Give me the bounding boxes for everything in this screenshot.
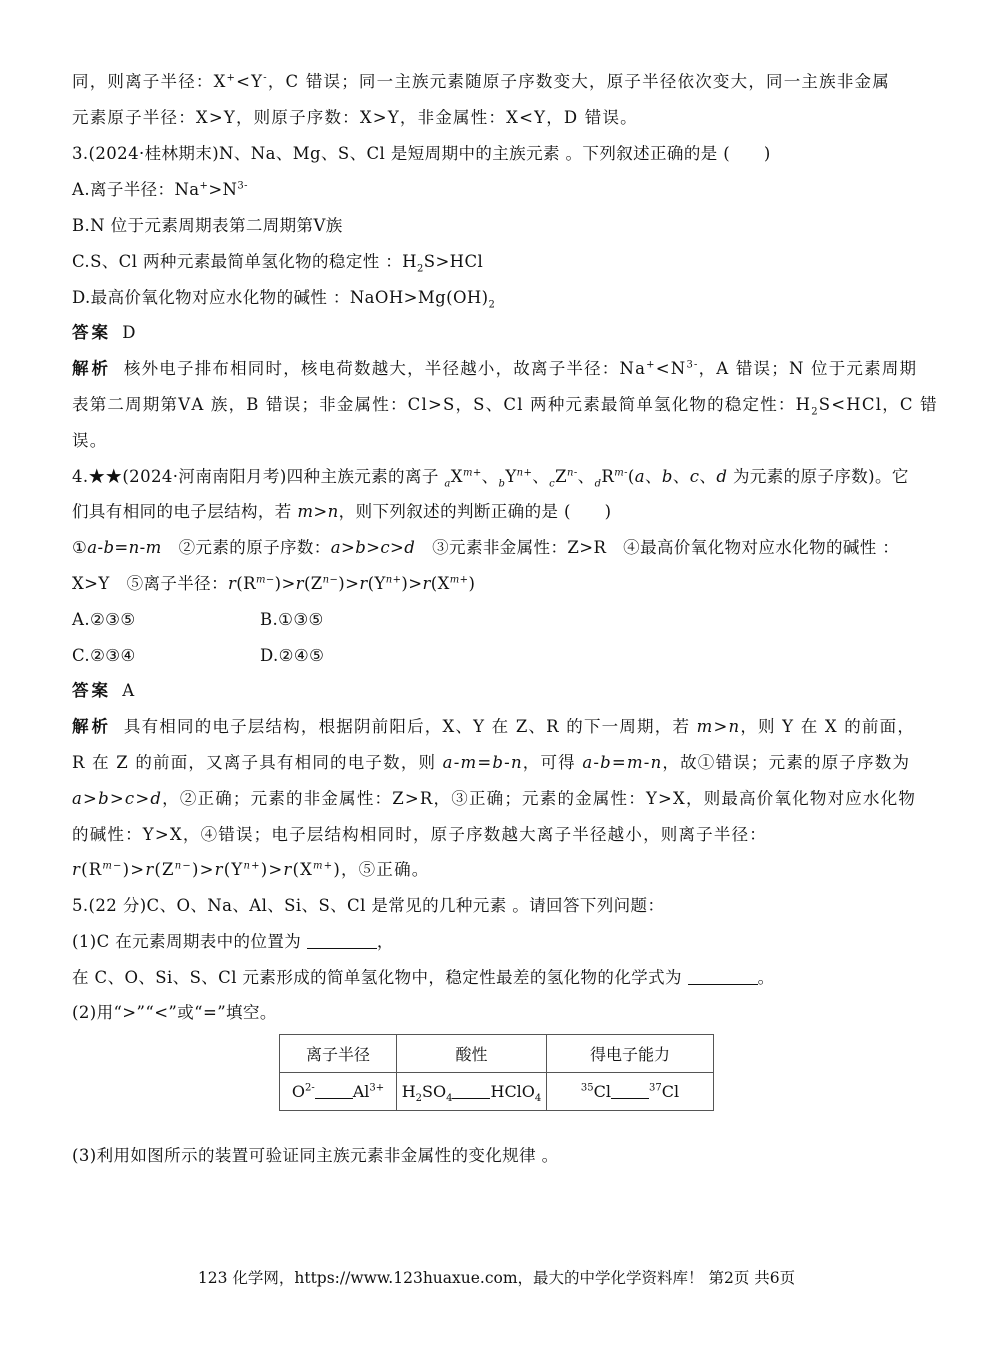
- intro-line-2: 元素原子半径：X>Y，则原子序数：X>Y，非金属性：X<Y，D 错误。: [72, 108, 638, 127]
- q4-stem-2: 们具有相同的电子层结构，若 m>n，则下列叙述的判断正确的是 ( ): [72, 502, 612, 521]
- fill-blank-position[interactable]: [307, 932, 377, 949]
- comparison-table: [279, 1034, 714, 1111]
- page-footer: 123 化学网，https://www.123huaxue.com，最大的中学化学资料库！ 第2页 共6页: [197, 1269, 796, 1287]
- q4-option-d: D.②④⑤: [260, 646, 325, 665]
- q4-analysis-4: 的碱性：Y>X，④错误；电子层结构相同时，原子序数越大离子半径越小，则离子半径：: [72, 825, 767, 844]
- table-row: [280, 1073, 714, 1111]
- q3-option-b: B.N 位于元素周期表第二周期第Ⅴ族: [72, 216, 343, 235]
- q3-option-d: D.最高价氧化物对应水化物的碱性 ：$NaOH>Mg(OH)_2$: [72, 288, 496, 311]
- acidity-cell[interactable]: $H_2SO_4$ HClO$_4$: [397, 1073, 547, 1111]
- q4-option-a: A.②③⑤: [72, 610, 136, 629]
- table-header-cell: 得电子能力: [547, 1035, 714, 1073]
- q5-part-1a: (1)C 在元素周期表中的位置为 ，: [72, 932, 394, 951]
- intro-line-1: 同，则离子半径：X+<Y-，C 错误；同一主族元素随原子序数变大，原子半径依次变大，同一主族非金属: [72, 72, 890, 91]
- q4-option-b: B.①③⑤: [260, 610, 324, 629]
- q3-analysis-3: 误。: [72, 431, 108, 450]
- q4-analysis-3: a>b>c>d，②正确；元素的非金属性：Z>R，③正确；元素的金属性：Y>X，则最高价氧化物对应水化物: [72, 789, 917, 808]
- q5-stem: 5.(22 分)C、O、Na、Al、Si、S、Cl 是常见的几种元素 。请回答下列问题：: [72, 896, 665, 915]
- answer-value: D: [122, 323, 136, 342]
- q4-analysis-5: $r(R^{m-})>r(Z^{n-})>r(Y^{n+})>r(X^{m+})$，⑤正确。: [72, 860, 430, 879]
- q3-option-a: A.离子半径：$Na^+>N^{3-}$: [72, 180, 248, 199]
- q3-analysis-1: 解析 核外电子排布相同时，核电荷数越大，半径越小，故离子半径：$Na^+<N^{3-}$，A 错误；N 位于元素周期: [72, 359, 918, 378]
- table-header-row: [280, 1035, 714, 1073]
- ion-radius-cell[interactable]: $O^{2-}$ $Al^{3+}$: [280, 1073, 397, 1111]
- q5-part-1b: 在 C、O、Si、S、Cl 元素形成的简单氢化物中，稳定性最差的氢化物的化学式为 。: [72, 968, 775, 987]
- q4-analysis-2: R 在 Z 的前面，又离子具有相同的电子数，则 a-m=b-n，可得 a-b=m-n，故①错误；元素的原子序数为: [72, 753, 911, 772]
- q4-option-c: C.②③④: [72, 646, 136, 665]
- q4-items-2: X>Y ⑤离子半径：$r(R^{m-})>r(Z^{n-})>r(Y^{n+})>r(X^{m+})$: [72, 574, 476, 593]
- q3-option-c: C.S、Cl 两种元素最简单氢化物的稳定性 ：$H_2S>HCl$: [72, 252, 484, 275]
- q5-part-3: (3)利用如图所示的装置可验证同主族元素非金属性的变化规律 。: [72, 1146, 559, 1165]
- table-header-cell: 离子半径: [280, 1035, 397, 1073]
- q3-answer: [72, 323, 922, 343]
- q3-stem: 3.(2024·桂林期末)N、Na、Mg、S、Cl 是短周期中的主族元素 。下列叙述正确的是 ( ): [72, 144, 771, 163]
- table-header-cell: 酸性: [397, 1035, 547, 1073]
- analysis-label: 解析: [72, 359, 111, 378]
- answer-value: A: [122, 681, 135, 700]
- q4-items-1: ①a-b=n-m ②元素的原子序数：a>b>c>d ③元素非金属性：Z>R ④最高价氧化物对应水化物的碱性 ：: [72, 538, 900, 557]
- q5-part-2: (2)用“>”“<”或“=”填空。: [72, 1003, 277, 1022]
- fill-blank-hydride[interactable]: [688, 968, 758, 985]
- q3-analysis-2: 表第二周期第ⅤA 族，B 错误；非金属性：Cl>S，S、Cl 两种元素最简单氢化物的稳定性：$H_2S<HCl$，C 错: [72, 395, 938, 418]
- q4-answer: [72, 681, 922, 701]
- q4-options-row-2: [72, 646, 922, 666]
- q4-options-row-1: [72, 610, 922, 630]
- q4-stem-1: 4.★★(2024·河南南阳月考)四种主族元素的离子 $_aX^{m+}$、$_bY^{n+}$、$_cZ^{n-}$、$_dR^{m-}(a$、b、c、d 为元素的原子序数)。它: [72, 467, 909, 490]
- q4-analysis-1: 解析 具有相同的电子层结构，根据阴前阳后，X、Y 在 Z、R 的下一周期，若 m>n，则 Y 在 X 的前面，: [72, 717, 916, 736]
- electron-gain-cell[interactable]: $^{35}$Cl $^{37}$Cl: [547, 1073, 714, 1111]
- analysis-label: 解析: [72, 717, 111, 736]
- answer-label: 答案: [72, 681, 111, 700]
- answer-label: 答案: [72, 323, 111, 342]
